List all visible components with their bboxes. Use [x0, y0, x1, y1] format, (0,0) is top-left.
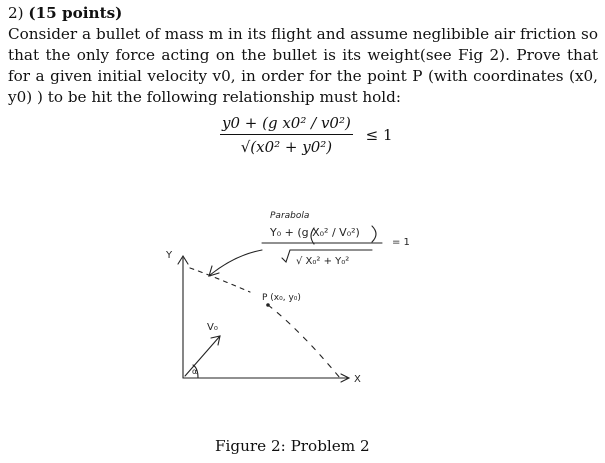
trajectory-left — [190, 268, 250, 292]
trajectory-right — [268, 305, 340, 378]
point-label: P (x₀, y₀) — [262, 293, 301, 303]
formula-numerator: y0 + (g x0² / v0²) — [220, 114, 353, 135]
handwritten-denominator: √ X₀² + Y₀² — [296, 256, 350, 267]
angle-label: α — [192, 367, 198, 376]
problem-statement: Consider a bullet of mass m in its flight and assume neglibible air friction so that the only force acting on the bullet is its weight(see Fig 2). Prove that for a given initial velocity v0, in order for the point P (with coordinates (x0, y0) ) to be hit the following relationship must hold: — [8, 25, 598, 106]
handwritten-relation: = 1 — [392, 237, 410, 248]
point-p-marker — [266, 303, 270, 307]
y-axis-label: Y — [166, 250, 173, 261]
handwritten-right-paren — [372, 226, 376, 242]
x-axis-label: X — [354, 374, 361, 385]
handwritten-numerator: Y₀ + (g X₀² / V₀²) — [270, 226, 360, 239]
figure-caption: Figure 2: Problem 2 — [215, 437, 370, 455]
formula-denominator: √(x0² + y0²) — [240, 138, 333, 156]
handwritten-note: Parabola — [270, 211, 310, 221]
pointer-arrow — [210, 250, 262, 275]
formula-relation: ≤ 1 — [365, 126, 393, 144]
problem-number: 2) — [8, 4, 24, 22]
velocity-label: V₀ — [207, 322, 218, 333]
velocity-vector — [185, 336, 220, 376]
problem-points: (15 points) — [28, 4, 123, 22]
